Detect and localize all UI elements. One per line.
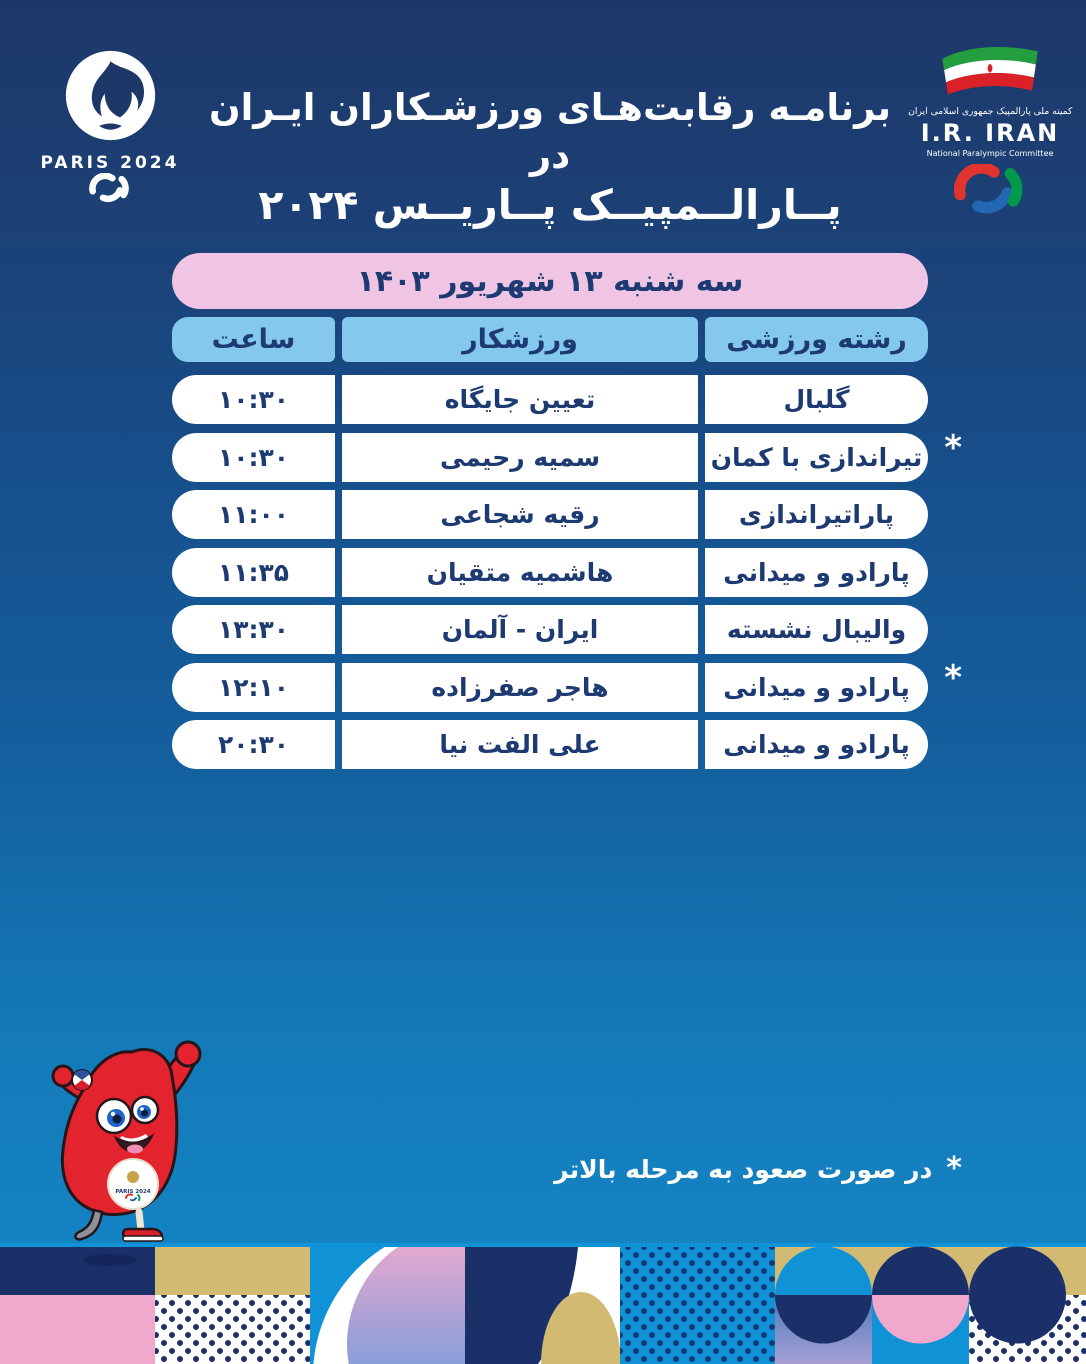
page-title xyxy=(200,84,900,231)
column-header-sport: رشته ورزشی xyxy=(705,317,928,362)
date-banner: سه شنبه ۱۳ شهریور ۱۴۰۳ xyxy=(172,253,928,309)
sport-cell: تیراندازی با کمان xyxy=(705,433,928,482)
sport-cell: پاراتیراندازی xyxy=(705,490,928,539)
paris-2024-wordmark: PARIS 2024 xyxy=(40,153,180,173)
time-cell: ۱۱:۰۰ xyxy=(172,490,335,539)
sport-cell: پارادو و میدانی xyxy=(705,548,928,597)
table-row xyxy=(172,720,928,769)
table-row xyxy=(172,375,928,424)
time-cell: ۲۰:۳۰ xyxy=(172,720,335,769)
time-cell: ۱۰:۳۰ xyxy=(172,375,335,424)
table-body xyxy=(172,375,962,769)
npc-name: I.R. IRAN xyxy=(920,119,1060,147)
paris-2024-logo xyxy=(40,48,180,203)
iran-npc-logo xyxy=(907,42,1073,214)
column-header-time: ساعت xyxy=(172,317,335,362)
athlete-cell: تعیین جایگاه xyxy=(342,375,698,424)
decorative-pattern-strip xyxy=(0,1243,1086,1364)
paris-flame-icon xyxy=(63,48,158,143)
qualification-star: * xyxy=(944,657,962,698)
athlete-cell: سمیه رحیمی xyxy=(342,433,698,482)
athlete-cell: علی الفت نیا xyxy=(342,720,698,769)
npc-subtitle: National Paralympic Committee xyxy=(926,149,1054,158)
mascot-phryge xyxy=(36,1034,206,1246)
athlete-cell: هاشمیه متقیان xyxy=(342,548,698,597)
sport-cell: والیبال نشسته xyxy=(705,605,928,654)
footnote xyxy=(554,1151,962,1186)
time-cell: ۱۱:۳۵ xyxy=(172,548,335,597)
sport-cell: پارادو و میدانی xyxy=(705,663,928,712)
agitos-white-icon xyxy=(89,173,131,203)
athlete-cell: ایران - آلمان xyxy=(342,605,698,654)
sport-cell: گلبال xyxy=(705,375,928,424)
agitos-color-icon xyxy=(953,164,1027,214)
athlete-cell: رقیه شجاعی xyxy=(342,490,698,539)
table-header-row xyxy=(172,317,928,362)
footnote-star: * xyxy=(946,1151,962,1186)
title-line-1: برنامـه رقابت‌هـای ورزشـکاران ایـران در xyxy=(208,86,892,178)
table-row xyxy=(172,427,962,482)
qualification-star: * xyxy=(944,427,962,468)
mascot-badge-text: PARIS 2024 xyxy=(115,1189,151,1195)
iran-flag-icon xyxy=(937,42,1043,100)
time-cell: ۱۰:۳۰ xyxy=(172,433,335,482)
time-cell: ۱۲:۱۰ xyxy=(172,663,335,712)
sport-cell: پارادو و میدانی xyxy=(705,720,928,769)
time-cell: ۱۳:۳۰ xyxy=(172,605,335,654)
column-header-athlete: ورزشکار xyxy=(342,317,698,362)
title-line-2: پــارالــمپیــک پــاریــس ۲۰۲۴ xyxy=(258,181,842,230)
athlete-cell: هاجر صفرزاده xyxy=(342,663,698,712)
table-row xyxy=(172,490,928,539)
table-row xyxy=(172,548,928,597)
footnote-text: در صورت صعود به مرحله بالاتر xyxy=(554,1154,933,1184)
npc-calligraphy: کمیته ملی پارالمپیک جمهوری اسلامی ایران xyxy=(907,106,1073,117)
schedule-table xyxy=(172,253,962,769)
table-row xyxy=(172,605,928,654)
table-row xyxy=(172,657,962,712)
